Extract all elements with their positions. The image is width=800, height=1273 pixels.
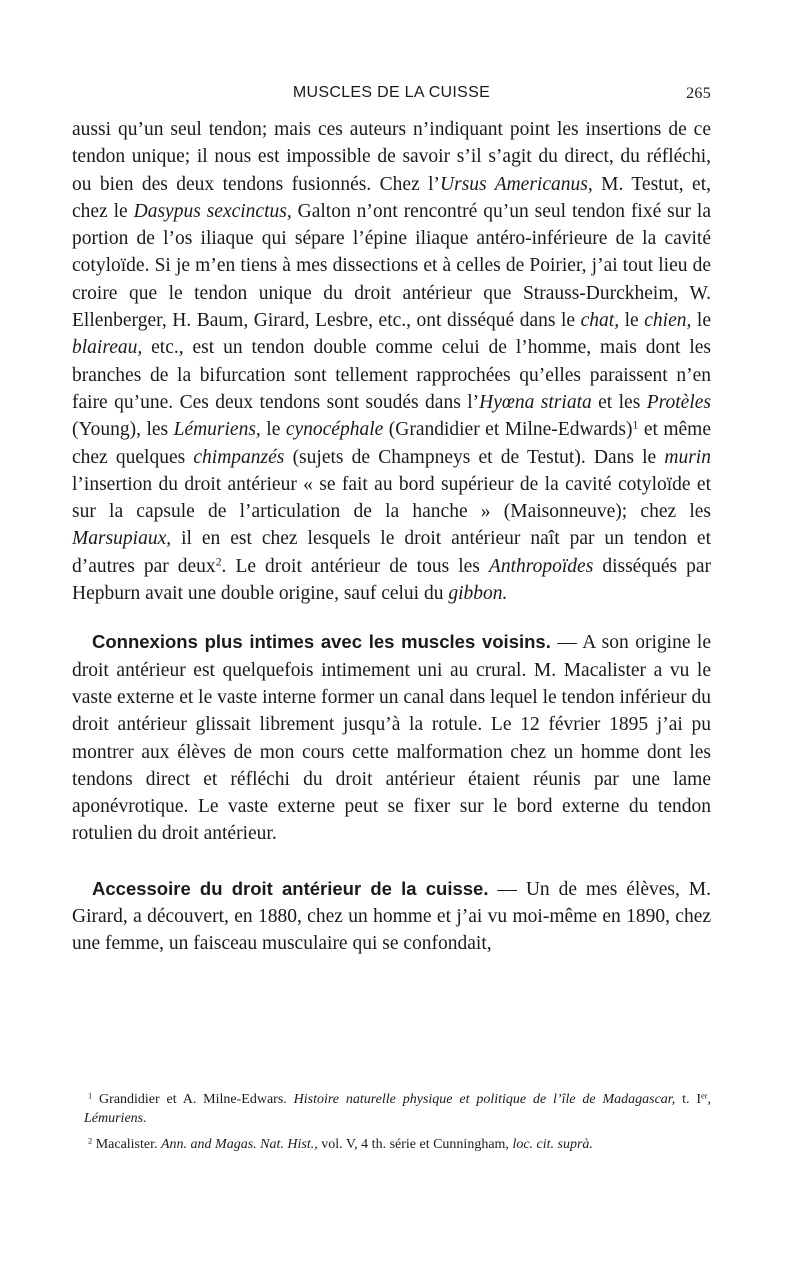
footnote-2: $^2$ Macalister. Ann. and Magas. Nat. Hist., vol. V, 4 th. série et Cunningham, loc. cit. suprà. [88,1136,593,1152]
running-head [72,84,711,108]
body-text [72,116,711,958]
page-number: 265 [686,85,711,102]
footnote-ref-2: 2 [215,555,222,569]
section-connexions: Connexions plus intimes avec les muscles voisins. — A son origine le droit antérieur est quelquefois intimement uni au crural. M. Macalister a vu le vaste externe et le vaste interne former un canal dans lequel le tendon inférieur du droit antérieur glissait librement jusqu’à la rotule. Le 12 février 1895 j’ai pu montrer aux élèves de mon cours cette malformation chez un homme dont les tendons direct et réfléchi du droit antérieur étaient réunis par une lame aponévrotique. Le vaste externe peut se fixer sur le bord externe du tendon rotulien du droit antérieur. [72,631,712,845]
footnote-1: $^1$ Grandidier et A. Milne-Edwars. Histoire naturelle physique et politique de l’île de Madagascar, t. Ier, Lémuriens. [84,1091,711,1126]
paragraph-continued: aussi qu’un seul tendon; mais ces auteurs n’indiquant point les insertions de ce tendon unique; il nous est impossible de savoir s’il s’agit du direct, du réfléchi, ou bien des deux tendons fusionnés. Chez l’Ursus Americanus, M. Testut, et, chez le Dasypus sexcinctus, Galton n’ont rencontré qu’un seul tendon fixé sur la portion de l’os iliaque qui sépare l’épine iliaque antéro-inférieure de la cavité cotyloïde. Si je m’en tiens à mes dissections et à celles de Poirier, j’ai tout lieu de croire que le tendon unique du droit antérieur que Strauss-Durckheim, W. Ellenberger, H. Baum, Girard, Lesbre, etc., ont disséqué dans le chat, le chien, le blaireau, etc., est un tendon double comme celui de l’homme, mais dont les branches de la bifurcation sont tellement rapprochées qu’elles paraissent n’en faire qu’une. Ces deux tendons sont soudés dans l’Hyœna striata et les Protèles (Young), les Lémuriens, le cynocéphale (Grandidier et Milne-Edwards)$^1$ et même chez quelques chimpanzés (sujets de Champneys et de Testut). Dans le murin l’insertion du droit antérieur « se fait au bord supérieur de la cavité cotyloïde et sur la capsule de l’articulation de la hanche » (Maisonneuve); chez les Marsupiaux, il en est chez lesquels le droit antérieur naît par un tendon et d’autres par deux$^2$. Le droit antérieur de tous les Anthropoïdes disséqués par Hepburn avait une double origine, sauf celui du gibbon. [72,119,712,605]
footnote-ref-1: 1 [632,418,639,432]
section-heading-accessoire: Accessoire du droit antérieur de la cuisse. [92,877,489,899]
running-title: MUSCLES DE LA CUISSE [292,84,491,101]
section-accessoire: Accessoire du droit antérieur de la cuisse. — Un de mes élèves, M. Girard, a découvert, en 1880, chez un homme et j’ai vu moi-même en 1890, chez une femme, un faisceau musculaire qui se confondait, [72,877,711,955]
section-heading-connexions: Connexions plus intimes avec les muscles voisins. [92,631,551,653]
footnotes [84,1090,711,1154]
